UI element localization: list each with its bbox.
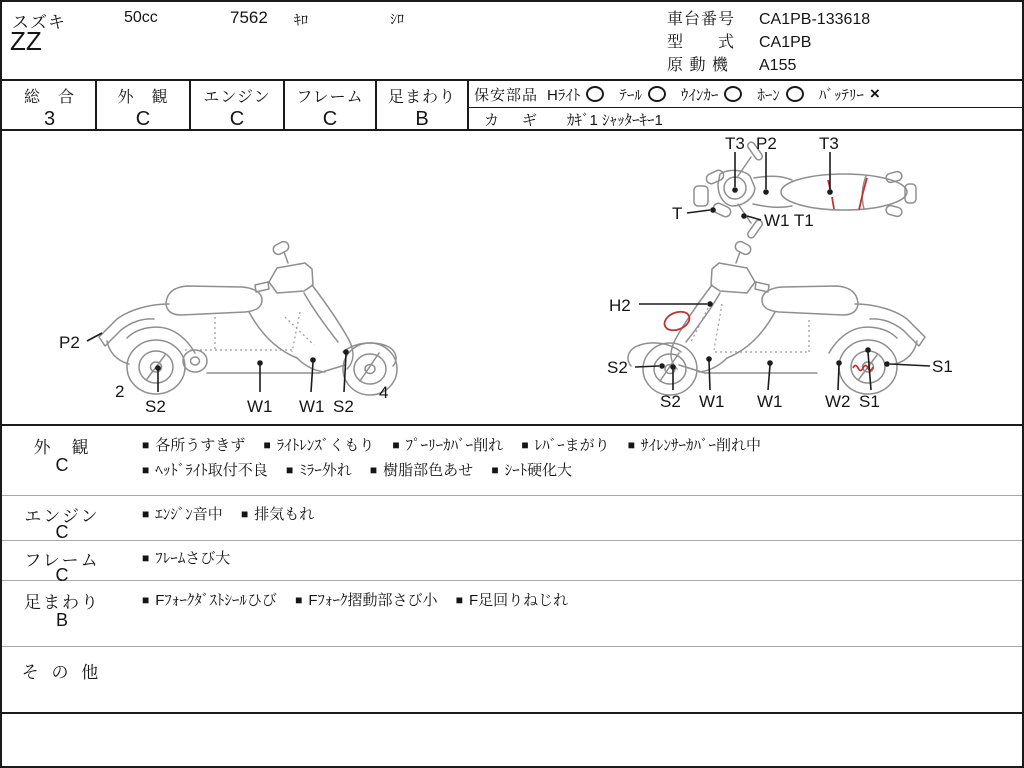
horn-ok-circle-icon — [786, 86, 804, 102]
pointer-lines — [687, 152, 833, 220]
label-w1-front: W1 — [699, 392, 725, 411]
model-code-value: CA1PB — [759, 34, 812, 51]
diagram-right-side-view — [587, 240, 967, 422]
mileage-value: 7562 — [230, 8, 268, 27]
section-exterior-grade: C — [55, 455, 69, 475]
grade-cell-exterior — [97, 82, 189, 128]
defect-text: ｴﾝｼﾞﾝ音中 — [155, 506, 223, 523]
grade-value-undercarriage: B — [415, 108, 429, 130]
defect-item — [142, 506, 223, 523]
winker-label: ｳｲﾝｶｰ — [680, 86, 719, 104]
section-undercarriage-items — [142, 589, 1020, 614]
defect-text: ﾍｯﾄﾞﾗｲﾄ取付不良 — [155, 462, 268, 479]
defect-text: 各所うすきず — [155, 437, 246, 454]
grade-value-frame: C — [322, 108, 338, 130]
bullet-icon: ■ — [521, 438, 529, 452]
bullet-icon: ■ — [295, 593, 303, 607]
grade-cell-undercarriage — [377, 82, 467, 128]
grade-value-overall: 3 — [43, 108, 56, 130]
winker-ok-circle-icon — [724, 86, 742, 102]
section-exterior-label: 外 観 — [33, 438, 91, 457]
defect-line — [142, 503, 1020, 528]
bullet-icon: ■ — [369, 463, 378, 477]
label-t-grip: T — [672, 204, 683, 223]
label-w2-rear: W2 — [825, 392, 851, 411]
section-undercarriage-label: 足まわり — [24, 593, 100, 612]
section-exterior-items — [142, 434, 1020, 484]
label-s2-front: S2 — [333, 397, 354, 416]
label-w1-front: W1 — [299, 397, 325, 416]
label-w1t1-front: W1 T1 — [764, 211, 814, 230]
label-2: 2 — [115, 382, 125, 401]
defect-text: ﾌﾚｰﾑさび大 — [155, 550, 231, 567]
defect-item — [370, 462, 473, 479]
label-p2-fender: P2 — [59, 333, 80, 352]
panel-seam-dotted-lines — [185, 312, 314, 352]
taillight-ok-circle-icon — [648, 86, 666, 102]
section-undercarriage-grade: B — [55, 610, 68, 630]
defect-text: ﾗｲﾄﾚﾝｽﾞくもり — [276, 437, 375, 454]
grade-label-engine: エンジン — [203, 89, 271, 106]
label-s2-side: S2 — [607, 358, 628, 377]
grade-label-frame: フレーム — [296, 89, 364, 106]
defect-line — [142, 547, 1020, 572]
bullet-icon: ■ — [240, 507, 249, 521]
bullet-icon: ■ — [142, 593, 150, 607]
section-other-label: そ の 他 — [21, 663, 103, 682]
label-4: 4 — [379, 383, 389, 402]
section-engine-items — [142, 503, 1020, 528]
engine-code-row — [667, 54, 870, 77]
defect-item — [142, 592, 277, 609]
defect-text: F足回りねじれ — [468, 592, 569, 609]
bullet-icon: ■ — [142, 438, 150, 452]
divider — [467, 80, 469, 130]
chassis-number-row — [667, 8, 870, 31]
engine-code-label: 原 動 機 — [667, 57, 729, 74]
section-engine-grade: C — [55, 522, 69, 542]
grade-cell-engine — [191, 82, 283, 128]
color-code: ｼﾛ — [390, 11, 404, 27]
section-frame-items — [142, 547, 1020, 572]
bullet-icon: ■ — [263, 438, 271, 452]
defect-item — [392, 437, 503, 454]
headlight-label: Hﾗｲﾄ — [547, 86, 581, 104]
diagram-top-view — [642, 130, 942, 242]
key-value: ｶｷﾞ1 ｼｬｯﾀｰｷｰ1 — [567, 111, 663, 129]
defect-item — [286, 462, 352, 479]
defect-text: ｻｲﾚﾝｻｰｶﾊﾞｰ削れ中 — [641, 437, 762, 454]
defect-text: 排気もれ — [254, 506, 315, 523]
bullet-icon: ■ — [285, 463, 294, 477]
divider — [468, 107, 1022, 108]
defect-item — [491, 462, 572, 479]
section-other — [2, 647, 1024, 711]
divider — [2, 712, 1022, 714]
grade-cell-overall — [4, 82, 95, 128]
defect-line — [142, 589, 1020, 614]
defect-text: Fﾌｫｰｸﾀﾞｽﾄｼｰﾙひび — [155, 592, 277, 609]
vehicle-id-block — [667, 8, 870, 77]
seat-damage-marks — [828, 178, 867, 210]
key-row — [470, 109, 1022, 129]
headlight-ok-circle-icon — [586, 86, 604, 102]
bullet-icon: ■ — [491, 463, 499, 477]
model-name: ZZ — [10, 26, 42, 56]
diagram-left-side-view — [57, 240, 412, 422]
defect-text: ﾌﾟｰﾘｰｶﾊﾞｰ削れ — [405, 437, 504, 454]
label-w1-floor: W1 — [247, 397, 273, 416]
label-s2-rear: S2 — [145, 397, 166, 416]
chassis-number-value: CA1PB-133618 — [759, 11, 871, 28]
defect-line — [142, 434, 1020, 459]
grade-label-undercarriage: 足まわり — [387, 89, 456, 106]
defect-text: Fﾌｫｰｸ摺動部さび小 — [308, 592, 438, 609]
label-t3-seat: T3 — [819, 134, 839, 153]
grade-label-exterior: 外 観 — [117, 89, 169, 106]
model-code-label: 型 式 — [667, 34, 736, 51]
engine-code-value: A155 — [759, 57, 797, 74]
section-engine — [2, 496, 1024, 542]
defect-line — [142, 459, 1020, 484]
section-frame-grade: C — [55, 565, 69, 585]
label-s1-side: S1 — [932, 357, 953, 376]
label-t3-handle: T3 — [725, 134, 745, 153]
defect-text: ｼｰﾄ硬化大 — [504, 462, 573, 479]
scooter-left-outline — [99, 240, 397, 395]
defect-item — [456, 592, 568, 609]
defect-item — [142, 462, 268, 479]
maker-name: スズキ — [12, 13, 66, 32]
bullet-icon: ■ — [142, 507, 150, 521]
label-s2-below: S2 — [660, 392, 681, 411]
bullet-icon: ■ — [455, 593, 463, 607]
horn-label: ﾎｰﾝ — [757, 86, 780, 104]
chassis-number-label: 車台番号 — [667, 11, 736, 28]
safety-parts-row — [470, 81, 1022, 107]
key-label: カ ギ — [484, 111, 542, 129]
battery-label: ﾊﾞｯﾃﾘｰ — [818, 86, 864, 104]
grade-label-overall: 総 合 — [23, 89, 75, 106]
defect-item — [142, 437, 245, 454]
bullet-icon: ■ — [142, 551, 150, 565]
defect-text: ﾐﾗｰ外れ — [299, 462, 352, 479]
model-code-row — [667, 31, 870, 54]
bullet-icon: ■ — [627, 438, 635, 452]
label-s1-below: S1 — [859, 392, 880, 411]
bullet-icon: ■ — [142, 463, 150, 477]
defect-item — [295, 592, 437, 609]
bullet-icon: ■ — [392, 438, 400, 452]
grade-value-exterior: C — [135, 108, 151, 130]
defect-item — [142, 550, 230, 567]
battery-ng-cross-icon: × — [869, 84, 880, 103]
defect-item — [521, 437, 609, 454]
defect-text: ﾚﾊﾞｰまがり — [534, 437, 610, 454]
safety-parts-title: 保安部品 — [474, 86, 539, 104]
displacement: 50cc — [124, 9, 158, 26]
label-w1-floor: W1 — [757, 392, 783, 411]
taillight-label: ﾃｰﾙ — [619, 86, 642, 104]
defect-text: 樹脂部色あせ — [383, 462, 474, 479]
label-p2-floor: P2 — [756, 134, 777, 153]
damage-marks — [662, 308, 873, 370]
section-frame — [2, 541, 1024, 585]
defect-item — [241, 506, 314, 523]
section-frame-label: フレーム — [24, 551, 100, 570]
label-h2-cowl: H2 — [609, 296, 631, 315]
defect-item — [263, 437, 374, 454]
defect-item — [628, 437, 761, 454]
section-engine-label: エンジン — [24, 507, 100, 526]
grade-value-engine: C — [229, 108, 245, 130]
mileage-unit: ｷﾛ — [294, 12, 308, 28]
section-exterior — [2, 426, 1024, 494]
grade-cell-frame — [285, 82, 375, 128]
section-undercarriage — [2, 581, 1024, 645]
